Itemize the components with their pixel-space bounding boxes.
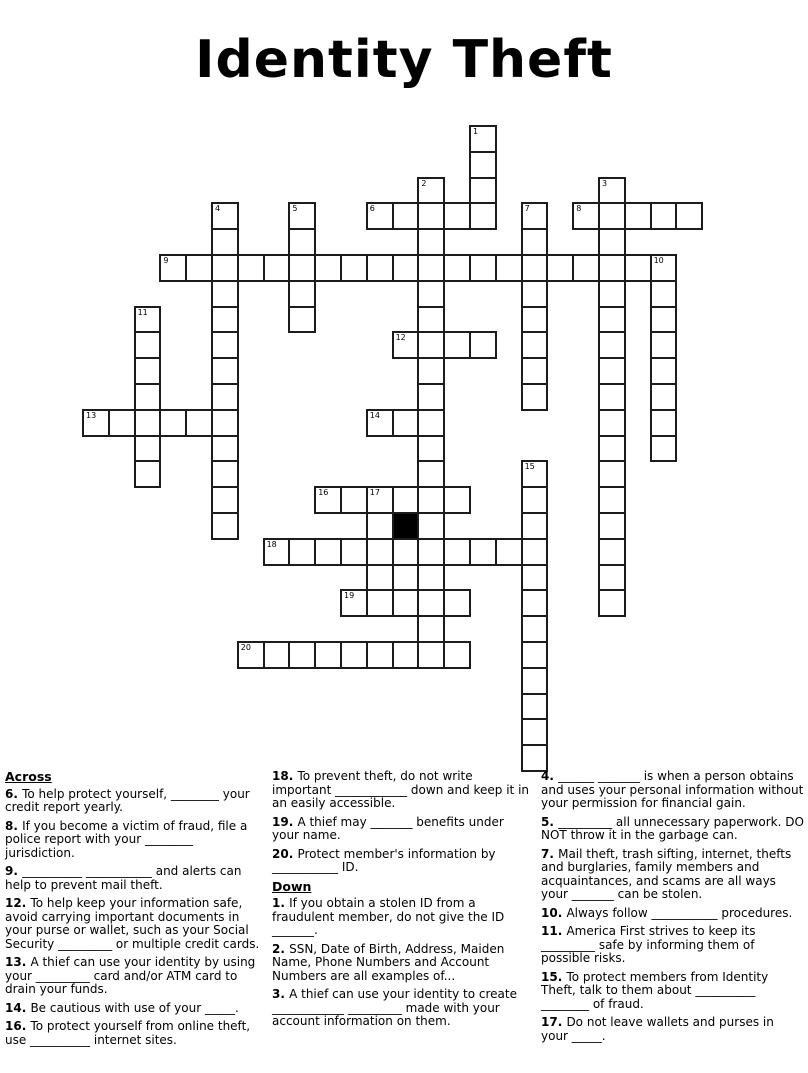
grid-cell[interactable] — [417, 228, 445, 256]
grid-cell[interactable] — [417, 564, 445, 592]
grid-cell[interactable] — [417, 512, 445, 540]
grid-cell[interactable] — [392, 486, 420, 514]
grid-cell[interactable] — [134, 460, 162, 488]
grid-cell[interactable] — [650, 254, 678, 282]
grid-cell[interactable] — [288, 306, 316, 334]
clue-across-8: 8. If you become a victim of fraud, file a police report with your ________ jurisdiction. — [5, 818, 248, 860]
grid-cell[interactable] — [263, 641, 291, 669]
grid-cell[interactable] — [134, 409, 162, 437]
grid-cell[interactable] — [314, 486, 342, 514]
clue-column-3 — [541, 770, 804, 1048]
grid-cell[interactable] — [469, 177, 497, 205]
grid-cell[interactable] — [314, 641, 342, 669]
puzzle-title: Identity Theft — [195, 30, 613, 90]
grid-cell[interactable] — [598, 357, 626, 385]
cell-number: 12 — [395, 333, 406, 343]
grid-cell[interactable] — [521, 280, 549, 308]
grid-cell[interactable] — [417, 202, 445, 230]
cell-number: 17 — [369, 488, 380, 498]
grid-cell[interactable] — [469, 125, 497, 153]
clue-number: 5. — [541, 814, 559, 829]
grid-cell[interactable] — [211, 383, 239, 411]
grid-cell[interactable] — [211, 357, 239, 385]
grid-cell[interactable] — [650, 306, 678, 334]
grid-cell[interactable] — [366, 202, 394, 230]
clue-down-4: 4. ______ _______ is when a person obtains and uses your personal information without your permission for financial gain. — [541, 769, 804, 810]
grid-cell[interactable] — [572, 202, 600, 230]
grid-cell[interactable] — [546, 254, 574, 282]
grid-cell[interactable] — [598, 435, 626, 463]
clue-across-19: 19. A thief may _______ benefits under your name. — [272, 814, 504, 842]
grid-cell[interactable] — [417, 383, 445, 411]
grid-cell[interactable] — [211, 202, 239, 230]
grid-cell[interactable] — [598, 512, 626, 540]
grid-cell[interactable] — [443, 589, 471, 617]
grid-cell[interactable] — [211, 460, 239, 488]
clue-number: 9. — [5, 864, 23, 878]
grid-cell[interactable] — [469, 202, 497, 230]
grid-cell[interactable] — [521, 589, 549, 617]
grid-cell[interactable] — [392, 254, 420, 282]
grid-cell[interactable] — [134, 435, 162, 463]
clue-across-20: 20. Protect member's information by ___________ ID. — [272, 846, 496, 874]
grid-cell[interactable] — [366, 409, 394, 437]
grid-cell[interactable] — [288, 228, 316, 256]
cell-number: 2 — [421, 178, 427, 188]
clue-number: 19. — [272, 814, 298, 829]
grid-cell[interactable] — [469, 538, 497, 566]
clue-down-7: 7. Mail theft, trash sifting, internet, thefts and burglaries, family members and acquaintances, and scams are all ways your _______ can be stolen. — [541, 846, 792, 901]
grid-cell[interactable] — [392, 331, 420, 359]
clue-across-6: 6. To help protect yourself, ________ your credit report yearly. — [5, 786, 250, 814]
grid-cell[interactable] — [288, 538, 316, 566]
grid-cell[interactable] — [521, 512, 549, 540]
down-heading: Down — [272, 878, 312, 894]
grid-cell[interactable] — [521, 331, 549, 359]
grid-cell[interactable] — [340, 538, 368, 566]
grid-cell[interactable] — [521, 202, 549, 230]
clue-number: 4. — [541, 769, 559, 783]
grid-cell[interactable] — [288, 254, 316, 282]
clue-down-11: 11. America First strives to keep its _________ safe by informing them of possible risks. — [541, 924, 756, 965]
grid-cell[interactable] — [650, 331, 678, 359]
clue-down-3: 3. A thief can use your identity to create ____________ _________ made with your account information on them. — [272, 987, 517, 1028]
cell-number: 5 — [292, 204, 298, 214]
grid-cell[interactable] — [417, 280, 445, 308]
grid-cell[interactable] — [598, 564, 626, 592]
grid-cell[interactable] — [211, 306, 239, 334]
grid-cell[interactable] — [108, 409, 136, 437]
grid-cell[interactable] — [392, 409, 420, 437]
grid-cell[interactable] — [211, 486, 239, 514]
grid-cell[interactable] — [495, 538, 523, 566]
grid-cell[interactable] — [521, 383, 549, 411]
grid-cell[interactable] — [417, 538, 445, 566]
grid-cell[interactable] — [392, 641, 420, 669]
grid-cell[interactable] — [521, 306, 549, 334]
grid-cell[interactable] — [417, 435, 445, 463]
clue-number: 20. — [272, 846, 298, 861]
grid-cell[interactable] — [366, 486, 394, 514]
grid-cell[interactable] — [675, 202, 703, 230]
clue-number: 2. — [272, 941, 290, 956]
clue-across-9: 9. __________ ___________ and alerts can help to prevent mail theft. — [5, 864, 242, 892]
grid-cell[interactable] — [598, 538, 626, 566]
clue-across-12: 12. To help keep your information safe, avoid carrying important documents in your purse or wallet, such as your Social Security _________ or multiple credit cards. — [5, 896, 260, 951]
grid-cell[interactable] — [650, 383, 678, 411]
grid-cell[interactable] — [417, 306, 445, 334]
grid-cell[interactable] — [650, 280, 678, 308]
clue-number: 13. — [5, 955, 31, 969]
grid-cell[interactable] — [366, 254, 394, 282]
grid-cell[interactable] — [159, 254, 187, 282]
clue-number: 17. — [541, 1015, 567, 1029]
grid-cell[interactable] — [521, 254, 549, 282]
grid-cell[interactable] — [521, 486, 549, 514]
grid-cell[interactable] — [392, 202, 420, 230]
grid-cell[interactable] — [211, 228, 239, 256]
grid-cell[interactable] — [624, 202, 652, 230]
grid-cell[interactable] — [417, 615, 445, 643]
clue-number: 18. — [272, 769, 298, 783]
grid-cell[interactable] — [417, 641, 445, 669]
grid-cell[interactable] — [521, 615, 549, 643]
cell-number: 20 — [240, 643, 251, 652]
clue-down-1: 1. If you obtain a stolen ID from a fraudulent member, do not give the ID _______. — [272, 896, 505, 937]
cell-number: 6 — [369, 204, 375, 214]
grid-cell[interactable] — [650, 409, 678, 437]
clue-column-1 — [5, 770, 265, 1052]
grid-cell[interactable] — [237, 641, 265, 669]
clue-number: 16. — [5, 1019, 31, 1033]
grid-cell[interactable] — [443, 331, 471, 359]
grid-cell[interactable] — [211, 512, 239, 540]
grid-cell[interactable] — [211, 331, 239, 359]
grid-cell[interactable] — [211, 280, 239, 308]
grid-cell[interactable] — [340, 486, 368, 514]
grid-cell[interactable] — [314, 538, 342, 566]
grid-cell[interactable] — [417, 331, 445, 359]
grid-cell[interactable] — [134, 306, 162, 334]
clue-down-5: 5. _________ all unnecessary paperwork. DO NOT throw it in the garbage can. — [541, 814, 804, 842]
grid-cell[interactable] — [366, 512, 394, 540]
grid-cell[interactable] — [521, 693, 549, 721]
cell-number: 14 — [369, 410, 380, 420]
grid-cell[interactable] — [443, 486, 471, 514]
grid-cell[interactable] — [521, 538, 549, 566]
cell-number: 13 — [86, 410, 97, 420]
clue-number: 15. — [541, 969, 567, 984]
grid-cell[interactable] — [417, 486, 445, 514]
grid-cell[interactable] — [598, 486, 626, 514]
cell-number: 15 — [524, 462, 535, 472]
grid-cell[interactable] — [521, 744, 549, 772]
grid-cell[interactable] — [650, 202, 678, 230]
grid-cell[interactable] — [366, 641, 394, 669]
grid-cell[interactable] — [159, 409, 187, 437]
grid-cell[interactable] — [624, 254, 652, 282]
grid-cell[interactable] — [366, 538, 394, 566]
grid-cell[interactable] — [469, 254, 497, 282]
grid-cell[interactable] — [211, 409, 239, 437]
grid-cell[interactable] — [598, 228, 626, 256]
grid-cell[interactable] — [469, 151, 497, 179]
grid-cell[interactable] — [495, 254, 523, 282]
cell-number: 9 — [163, 256, 169, 265]
clue-down-10: 10. Always follow ___________ procedures. — [541, 905, 793, 920]
grid-cell[interactable] — [521, 641, 549, 669]
grid-cell[interactable] — [417, 177, 445, 205]
grid-cell[interactable] — [443, 538, 471, 566]
grid-cell[interactable] — [211, 435, 239, 463]
clue-number: 7. — [541, 846, 559, 861]
cell-number: 7 — [524, 204, 530, 214]
grid-cell[interactable] — [288, 202, 316, 230]
grid-cell[interactable] — [185, 254, 213, 282]
grid-cell[interactable] — [650, 435, 678, 463]
cell-number: 10 — [653, 256, 664, 265]
clue-across-14: 14. Be cautious with use of your _____. — [5, 1000, 239, 1015]
clue-down-2: 2. SSN, Date of Birth, Address, Maiden Name, Phone Numbers and Account Numbers are all examples of... — [272, 941, 505, 983]
grid-cell[interactable] — [417, 460, 445, 488]
grid-cell[interactable] — [521, 460, 549, 488]
grid-cell[interactable] — [521, 667, 549, 695]
grid-cell[interactable] — [366, 564, 394, 592]
clue-number: 8. — [5, 818, 23, 833]
clue-number: 3. — [272, 987, 290, 1001]
grid-cell[interactable] — [340, 254, 368, 282]
grid-cell[interactable] — [469, 331, 497, 359]
grid-cell[interactable] — [521, 718, 549, 746]
grid-cell[interactable] — [572, 254, 600, 282]
black-cell — [392, 512, 420, 540]
grid-cell[interactable] — [314, 254, 342, 282]
grid-cell[interactable] — [134, 383, 162, 411]
cell-number: 19 — [344, 591, 355, 601]
clue-down-15: 15. To protect members from Identity Theft, talk to them about __________ ________ of fraud. — [541, 969, 769, 1011]
grid-cell[interactable] — [598, 254, 626, 282]
grid-cell[interactable] — [185, 409, 213, 437]
grid-cell[interactable] — [443, 254, 471, 282]
grid-cell[interactable] — [443, 641, 471, 669]
grid-cell[interactable] — [263, 254, 291, 282]
clue-across-16: 16. To protect yourself from online theft, use __________ internet sites. — [5, 1019, 251, 1047]
cell-number: 1 — [473, 127, 479, 136]
grid-cell[interactable] — [598, 177, 626, 205]
cell-number: 16 — [318, 488, 329, 498]
cell-number: 18 — [266, 539, 277, 549]
grid-cell[interactable] — [340, 589, 368, 617]
cell-number: 3 — [602, 178, 608, 188]
grid-cell[interactable] — [417, 254, 445, 282]
grid-cell[interactable] — [392, 538, 420, 566]
cell-number: 11 — [137, 307, 148, 317]
grid-cell[interactable] — [82, 409, 110, 437]
clue-column-2 — [272, 770, 532, 1034]
grid-cell[interactable] — [650, 357, 678, 385]
grid-cell[interactable] — [521, 228, 549, 256]
grid-cell[interactable] — [340, 641, 368, 669]
clue-across-18: 18. To prevent theft, do not write important ____________ down and keep it in an easily accessible. — [272, 769, 530, 810]
clue-number: 12. — [5, 896, 31, 910]
clue-number: 6. — [5, 786, 23, 801]
grid-cell[interactable] — [263, 538, 291, 566]
grid-cell[interactable] — [237, 254, 265, 282]
grid-cell[interactable] — [417, 357, 445, 385]
grid-cell[interactable] — [366, 589, 394, 617]
clue-down-17: 17. Do not leave wallets and purses in your _____. — [541, 1015, 774, 1043]
cell-number: 8 — [576, 204, 582, 214]
grid-cell[interactable] — [521, 564, 549, 592]
cell-number: 4 — [215, 204, 221, 214]
grid-cell[interactable] — [134, 331, 162, 359]
grid-cell[interactable] — [598, 306, 626, 334]
grid-cell[interactable] — [598, 409, 626, 437]
grid-cell[interactable] — [288, 280, 316, 308]
clue-number: 10. — [541, 905, 567, 920]
grid-cell[interactable] — [521, 357, 549, 385]
grid-cell[interactable] — [134, 357, 162, 385]
grid-cell[interactable] — [417, 409, 445, 437]
grid-cell[interactable] — [598, 383, 626, 411]
clue-across-13: 13. A thief can use your identity by using your _________ card and/or ATM card to drain your funds. — [5, 955, 256, 996]
grid-cell[interactable] — [211, 254, 239, 282]
clue-number: 11. — [541, 924, 567, 938]
clue-number: 14. — [5, 1000, 31, 1015]
grid-cell[interactable] — [417, 589, 445, 617]
grid-cell[interactable] — [598, 202, 626, 230]
grid-cell[interactable] — [288, 641, 316, 669]
across-heading: Across — [5, 769, 52, 784]
grid-cell[interactable] — [443, 202, 471, 230]
clue-number: 1. — [272, 896, 290, 910]
grid-cell[interactable] — [598, 280, 626, 308]
grid-cell[interactable] — [598, 331, 626, 359]
grid-cell[interactable] — [598, 460, 626, 488]
grid-cell[interactable] — [392, 589, 420, 617]
grid-cell[interactable] — [598, 589, 626, 617]
